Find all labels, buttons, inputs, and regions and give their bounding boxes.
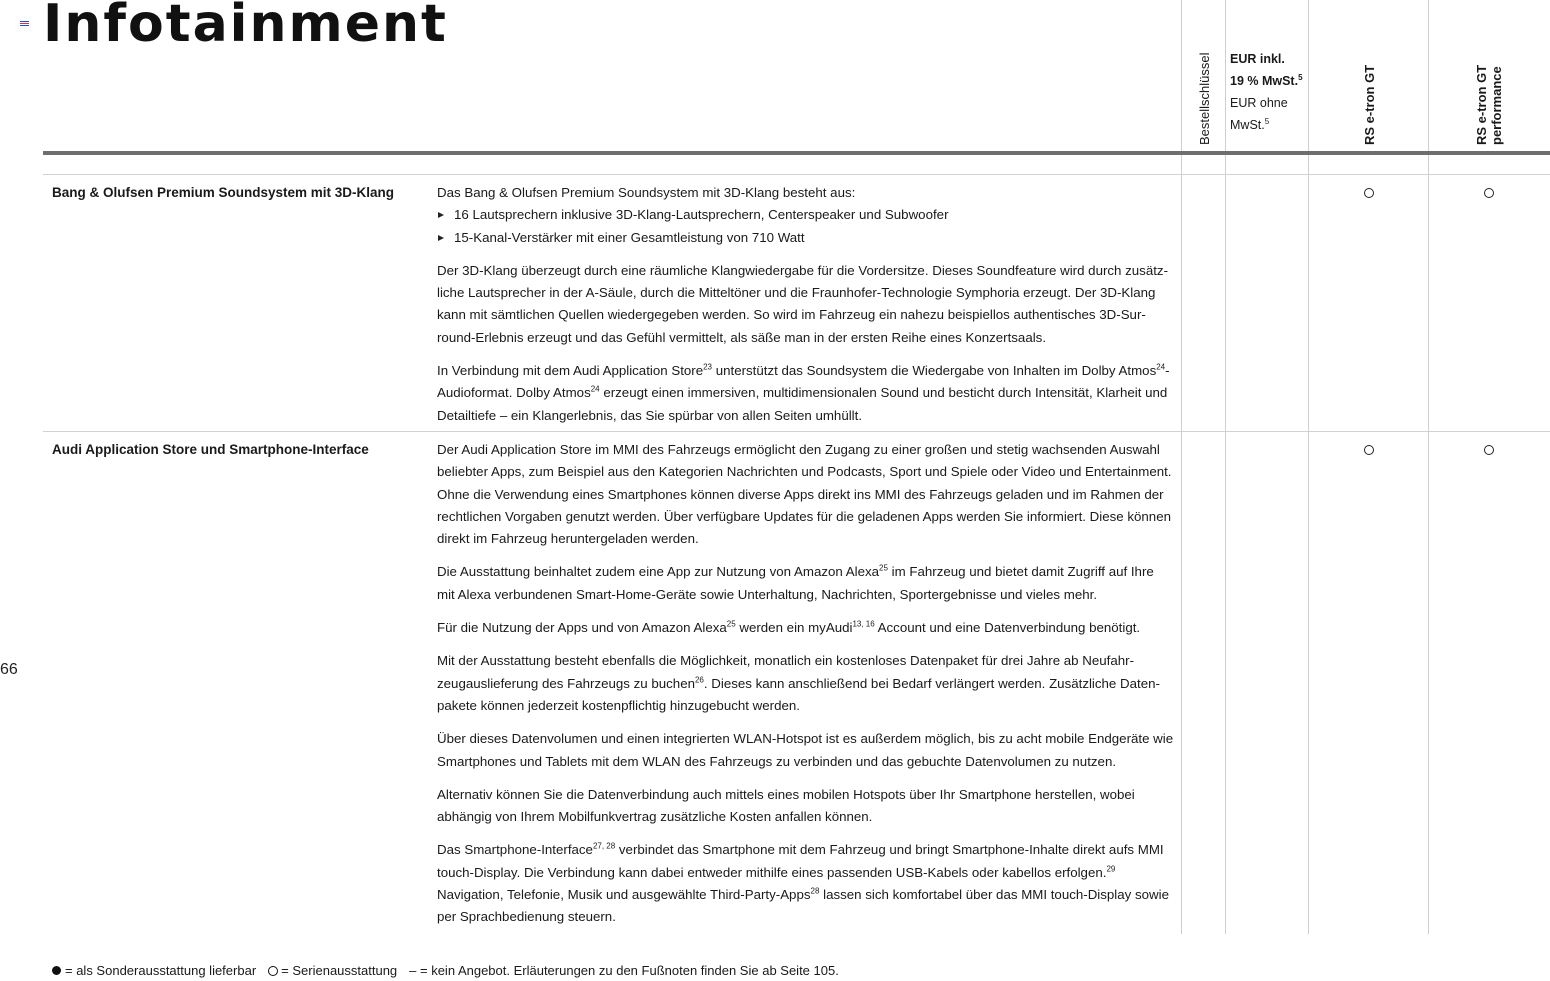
legend-none: – = kein Angebot. Erläuterungen zu den Fußnoten finden Sie ab Seite 105. xyxy=(409,963,839,978)
column-header-price xyxy=(1230,48,1303,136)
description-paragraph: Das Smartphone-Interface$^{27, 28}$ verbindet das Smartphone mit dem Fahrzeug und bringt Smartphone-Inhalte direkt aufs MMI touch-Display. Die Verbindung kann dabei entweder mithilfe eines passenden USB-Kabels oder kabellos erfolgen.$^{29}$ Navigation, Telefonie, Musik und ausgewählte Third-Party-Apps$^{28}$ lassen sich komfortabel über das MMI touch-Display sowie per Sprachbedienung steuern. xyxy=(437,842,1169,925)
optional-equipment-icon xyxy=(52,966,61,975)
footnote-ref: 5 xyxy=(1298,72,1303,82)
row-title-audi-app-store: Audi Application Store und Smartphone-Interface xyxy=(52,442,369,457)
column-divider xyxy=(1308,0,1309,934)
description-paragraph: Der 3D-Klang überzeugt durch eine räumliche Klangwiedergabe für die Vordersitze. Dieses Soundfeature wird durch zusätzliche Lautsprecher in der A-Säule, durch die Mitteltöner und die Fraunhofer-Technologie Symphoria erzeugt. Der 3D-Klang kann mit sämtlichen Quellen wiedergegeben werden. So wird im Fahrzeug ein nahezu beispiellos authentisches 3D-Surround-Erlebnis erzeugt und das Gefühl vermittelt, als säße man in der ersten Reihe eines Konzertsaals. xyxy=(437,262,1168,345)
logo-mark-icon xyxy=(20,21,29,26)
description-paragraph: Mit der Ausstattung besteht ebenfalls die Möglichkeit, monatlich ein kostenloses Datenpaket für drei Jahre ab Neufahrzeugauslieferung des Fahrzeugs zu buchen$^{26}$. Dieses kann anschließend bei Bedarf verlängert werden. Zusätzliche Datenpakete können jederzeit kostenpflichtig hinzugebucht werden. xyxy=(437,653,1160,713)
description-paragraph: In Verbindung mit dem Audi Application Store$^{23}$ unterstützt das Soundsystem die Wiedergabe von Inhalten im Dolby Atmos$^{24}$-Audioformat. Dolby Atmos$^{24}$ erzeugt einen immersiven, multidimensionalen Sound und besticht durch Intensität, Klarheit und Detailtiefe – ein Klangerlebnis, das Sie spürbar von allen Seiten umhüllt. xyxy=(437,362,1170,423)
row-title-bang-olufsen: Bang & Olufsen Premium Soundsystem mit 3D-Klang xyxy=(52,185,395,200)
model-name-line1: RS e-tron GT xyxy=(1474,64,1489,145)
price-incl-label: EUR inkl. xyxy=(1230,52,1285,66)
description-paragraph: Der Audi Application Store im MMI des Fahrzeugs ermöglicht den Zugang zu einer großen und stetig wachsenden Auswahl beliebter Apps, zum Beispiel aus den Kategorien Nachrichten und Podcasts, Sport und Spiele oder Video und Entertainment. Ohne die Verwendung eines Smartphones können diverse Apps direkt ins MMI des Fahrzeugs geladen und im Rahmen der rechtlichen Vorgaben genutzt werden. Über verfügbare Updates für die geladenen Apps werden Sie informiert. Diese können direkt im Fahrzeug heruntergeladen werden. xyxy=(437,442,1172,547)
column-divider xyxy=(1428,0,1429,934)
description-paragraph: Für die Nutzung der Apps und von Amazon Alexa$^{25}$ werden ein myAudi$^{13, 16}$ Account und eine Datenverbindung benötigt. xyxy=(437,619,1141,636)
feature-list xyxy=(437,204,1175,249)
price-excl-vat-label: MwSt. xyxy=(1230,118,1265,132)
column-divider xyxy=(1181,0,1182,934)
legend-optional: = als Sonderausstattung lieferbar xyxy=(65,963,257,978)
standard-equipment-icon xyxy=(268,966,278,976)
column-divider xyxy=(1225,0,1226,934)
description-intro: Das Bang & Olufsen Premium Soundsystem mit 3D-Klang besteht aus: xyxy=(437,185,856,200)
page-title: Infotainment xyxy=(43,0,448,54)
row-description-audi-app-store xyxy=(437,439,1175,940)
standard-equipment-icon xyxy=(1364,188,1374,198)
standard-equipment-icon xyxy=(1484,188,1494,198)
column-header-model-rs-etron-gt: RS e-tron GT xyxy=(1362,64,1377,145)
standard-equipment-icon xyxy=(1364,445,1374,455)
description-paragraph: Alternativ können Sie die Datenverbindung auch mittels eines mobilen Hotspots über Ihr Smartphone herstellen, wobei abhängig von Ihrem Mobilfunkvertrag zusätzliche Kosten anfallen können. xyxy=(437,786,1135,825)
description-paragraph: Über dieses Datenvolumen und einen integrierten WLAN-Hotspot ist es außerdem möglich, bis zu acht mobile Endgeräte wie Smartphones und Tablets mit dem WLAN des Fahrzeugs zu verbinden und das gebuchte Datenvolumen zu nutzen. xyxy=(437,731,1174,769)
description-paragraph: Die Ausstattung beinhaltet zudem eine App zur Nutzung von Amazon Alexa$^{25}$ im Fahrzeug und bietet damit Zugriff auf Ihre mit Alexa verbundenen Smart-Home-Geräte sowie Unterhaltung, Nachrichten, Sportergebnisse und vieles mehr. xyxy=(437,564,1154,602)
list-item: 16 Lautsprechern inklusive 3D-Klang-Lautsprechern, Centerspeaker und Subwoofer xyxy=(437,204,1175,226)
price-excl-label: EUR ohne xyxy=(1230,96,1288,110)
model-name-line2: performance xyxy=(1489,66,1504,145)
row-divider xyxy=(43,174,1550,175)
legend-standard: = Serienausstattung xyxy=(281,963,398,978)
column-header-order-key: Bestellschlüssel xyxy=(1197,52,1212,145)
standard-equipment-icon xyxy=(1484,445,1494,455)
list-item: 15-Kanal-Verstärker mit einer Gesamtleistung von 710 Watt xyxy=(437,227,1175,249)
column-header-model-rs-etron-gt-performance xyxy=(1474,65,1504,145)
header-rule xyxy=(43,151,1550,155)
footnote-ref: 5 xyxy=(1264,116,1270,126)
row-description-bang-olufsen xyxy=(437,182,1175,438)
price-incl-vat-label: 19 % MwSt. xyxy=(1230,74,1299,88)
page-number: 66 xyxy=(0,661,18,678)
legend xyxy=(52,963,841,978)
